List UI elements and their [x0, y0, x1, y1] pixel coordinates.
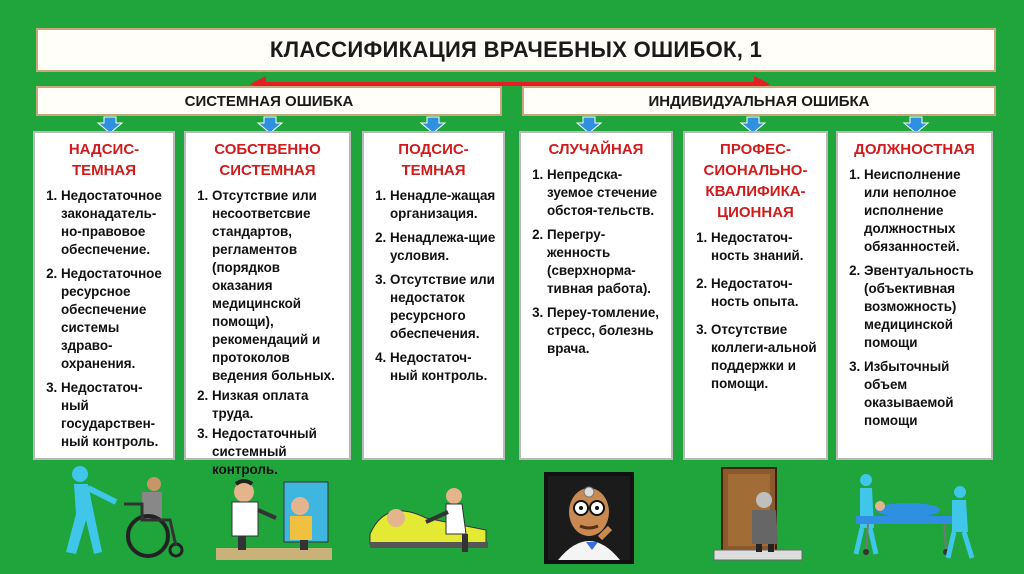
list-item: 4. Недостаточ-ный контроль. — [390, 349, 497, 385]
list-item: 2. Недостаточ-ность опыта. — [711, 275, 820, 311]
list-item: 3. Переу-томление, стресс, болезнь врача. — [547, 304, 665, 358]
stretcher-icon — [848, 470, 978, 562]
heading-line: ПОДСИС- — [398, 141, 469, 158]
category-individual-label: ИНДИВИДУАЛЬНАЯ ОШИБКА — [648, 92, 870, 110]
heading-line: СИСТЕМНАЯ — [219, 162, 316, 179]
category-system-label: СИСТЕМНАЯ ОШИБКА — [184, 92, 354, 110]
column-heading — [527, 139, 665, 160]
heading-line: СЛУЧАЙНАЯ — [548, 141, 644, 158]
list-item: 2. Эвентуальность (объективная возможность) медицинской помощи — [864, 262, 985, 352]
thinking-doctor-icon — [544, 472, 634, 564]
column-accidental — [519, 131, 673, 460]
list-item: 1. Непредска-зуемое стечение обстоя-тельств. — [547, 166, 665, 220]
column-heading — [192, 139, 343, 181]
list-item: 2. Ненадлежа-щие условия. — [390, 229, 497, 265]
list-item: 3. Недостаточ-ный государствен-ный контроль. — [61, 379, 167, 451]
column-heading — [844, 139, 985, 160]
category-individual — [522, 86, 996, 116]
error-list — [192, 187, 343, 479]
column-heading — [691, 139, 820, 223]
patient-in-bed-icon — [366, 478, 494, 562]
column-official — [836, 131, 993, 460]
list-item: 3. Избыточный объем оказываемой помощи — [864, 358, 985, 430]
list-item: 1. Отсутствие или несоответсвие стандартов, регламентов (порядков оказания медицинской помощи), рекомендаций и протоколов ведения больных. — [212, 187, 343, 385]
column-heading — [370, 139, 497, 181]
list-item: 1. Ненадле-жащая организация. — [390, 187, 497, 223]
heading-line: НАДСИС- — [68, 141, 140, 158]
list-item: 1. Недостаточ-ность знаний. — [711, 229, 820, 265]
error-list — [41, 187, 167, 451]
doctor-examining-patient-icon — [214, 478, 334, 562]
page-title — [36, 28, 996, 72]
heading-line: ДОЛЖНОСТНАЯ — [854, 141, 975, 158]
doctor-at-door-icon — [712, 464, 804, 562]
heading-line: ЦИОННАЯ — [717, 204, 794, 221]
list-item: 3. Недостаточный системный контроль. — [212, 425, 343, 479]
column-heading — [41, 139, 167, 181]
error-list — [370, 187, 497, 385]
error-list — [527, 166, 665, 358]
heading-line: ПРОФЕС- — [720, 141, 791, 158]
category-system — [36, 86, 502, 116]
list-item: 1. Недостаточное законадатель-но-правовое обеспечение. — [61, 187, 167, 259]
heading-line: КВАЛИФИКА- — [705, 183, 806, 200]
error-list — [844, 166, 985, 430]
page-title-text: КЛАССИФИКАЦИЯ ВРАЧЕБНЫХ ОШИБОК, 1 — [269, 37, 763, 62]
list-item: 2. Низкая оплата труда. — [212, 387, 343, 423]
heading-line: СИОНАЛЬНО- — [703, 162, 808, 179]
column-supra-systemic — [33, 131, 175, 460]
column-professional — [683, 131, 828, 460]
column-systemic-proper — [184, 131, 351, 477]
list-item: 1. Неисполнение или неполное исполнение должностных обязанностей. — [864, 166, 985, 256]
error-list — [691, 229, 820, 393]
list-item: 3. Отсутствие коллеги-альной поддержки и помощи. — [711, 321, 820, 393]
list-item: 2. Недостаточное ресурсное обеспечение системы здраво-охранения. — [61, 265, 167, 373]
person-with-wheelchair-icon — [58, 462, 188, 562]
heading-line: ТЕМНАЯ — [401, 162, 466, 179]
heading-line: ТЕМНАЯ — [71, 162, 137, 179]
list-item: 2. Перегру-женность (сверхнорма-тивная работа). — [547, 226, 665, 298]
column-sub-systemic — [362, 131, 505, 460]
list-item: 3. Отсутствие или недостаток ресурсного обеспечения. — [390, 271, 497, 343]
heading-line: СОБСТВЕННО — [214, 141, 321, 158]
